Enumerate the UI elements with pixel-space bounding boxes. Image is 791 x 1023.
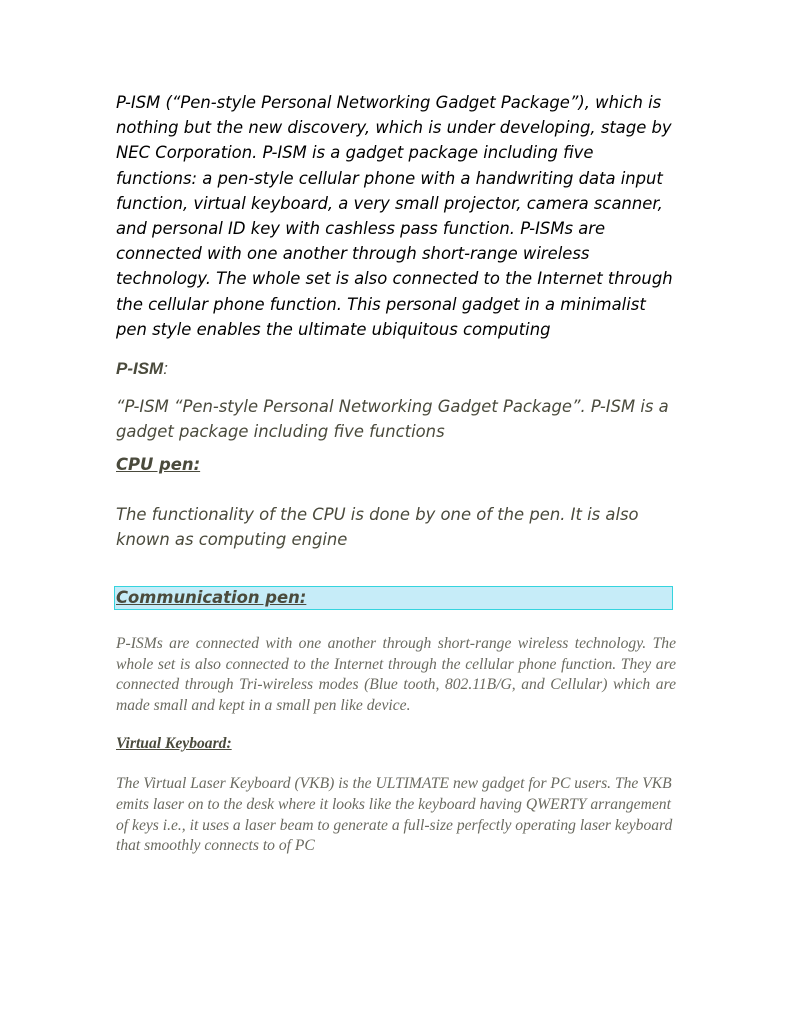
pism-label-text: P-ISM <box>116 359 164 379</box>
virtual-keyboard-description: The Virtual Laser Keyboard (VKB) is the ULTIMATE new gadget for PC users. The VKB emits laser on to the desk where it looks like the keyboard having QWERTY arrangement of keys i.e., it uses a laser beam to generate a full-size perfectly operating laser keyboard that smoothly connects to of PC <box>116 775 673 855</box>
communication-pen-heading-selected[interactable]: Communication pen: <box>114 586 673 610</box>
intro-paragraph: P-ISM (“Pen-style Personal Networking Gadget Package”), which is nothing but the new discovery, which is under developing, stage by NEC Corporation. P-ISM is a gadget package including five functions: a pen-style cellular phone with a handwriting data input function, virtual keyboard, a very small projector, camera scanner, and personal ID key with cashless pass function. P-ISMs are connected with one another through short-range wireless technology. The whole set is also connected to the Internet through the cellular phone function. This personal gadget in a minimalist pen style enables the ultimate ubiquitous computing <box>116 93 673 339</box>
document-page <box>116 90 676 857</box>
virtual-keyboard-heading: Virtual Keyboard: <box>116 735 232 753</box>
pism-label <box>116 358 676 380</box>
cpu-pen-description: The functionality of the CPU is done by one of the pen. It is also known as computing engine <box>116 505 639 550</box>
pism-label-colon: : <box>163 359 168 379</box>
cpu-pen-heading: CPU pen: <box>116 455 201 475</box>
pism-description: “P-ISM “Pen-style Personal Networking Gadget Package”. P-ISM is a gadget package including five functions <box>116 397 669 442</box>
communication-pen-description: P-ISMs are connected with one another through short-range wireless technology. The whole set is also connected to the Internet through the cellular phone function. They are connected through Tri-wireless modes (Blue tooth, 802.11B/G, and Cellular) which are made small and kept in a small pen like device. <box>116 635 676 714</box>
